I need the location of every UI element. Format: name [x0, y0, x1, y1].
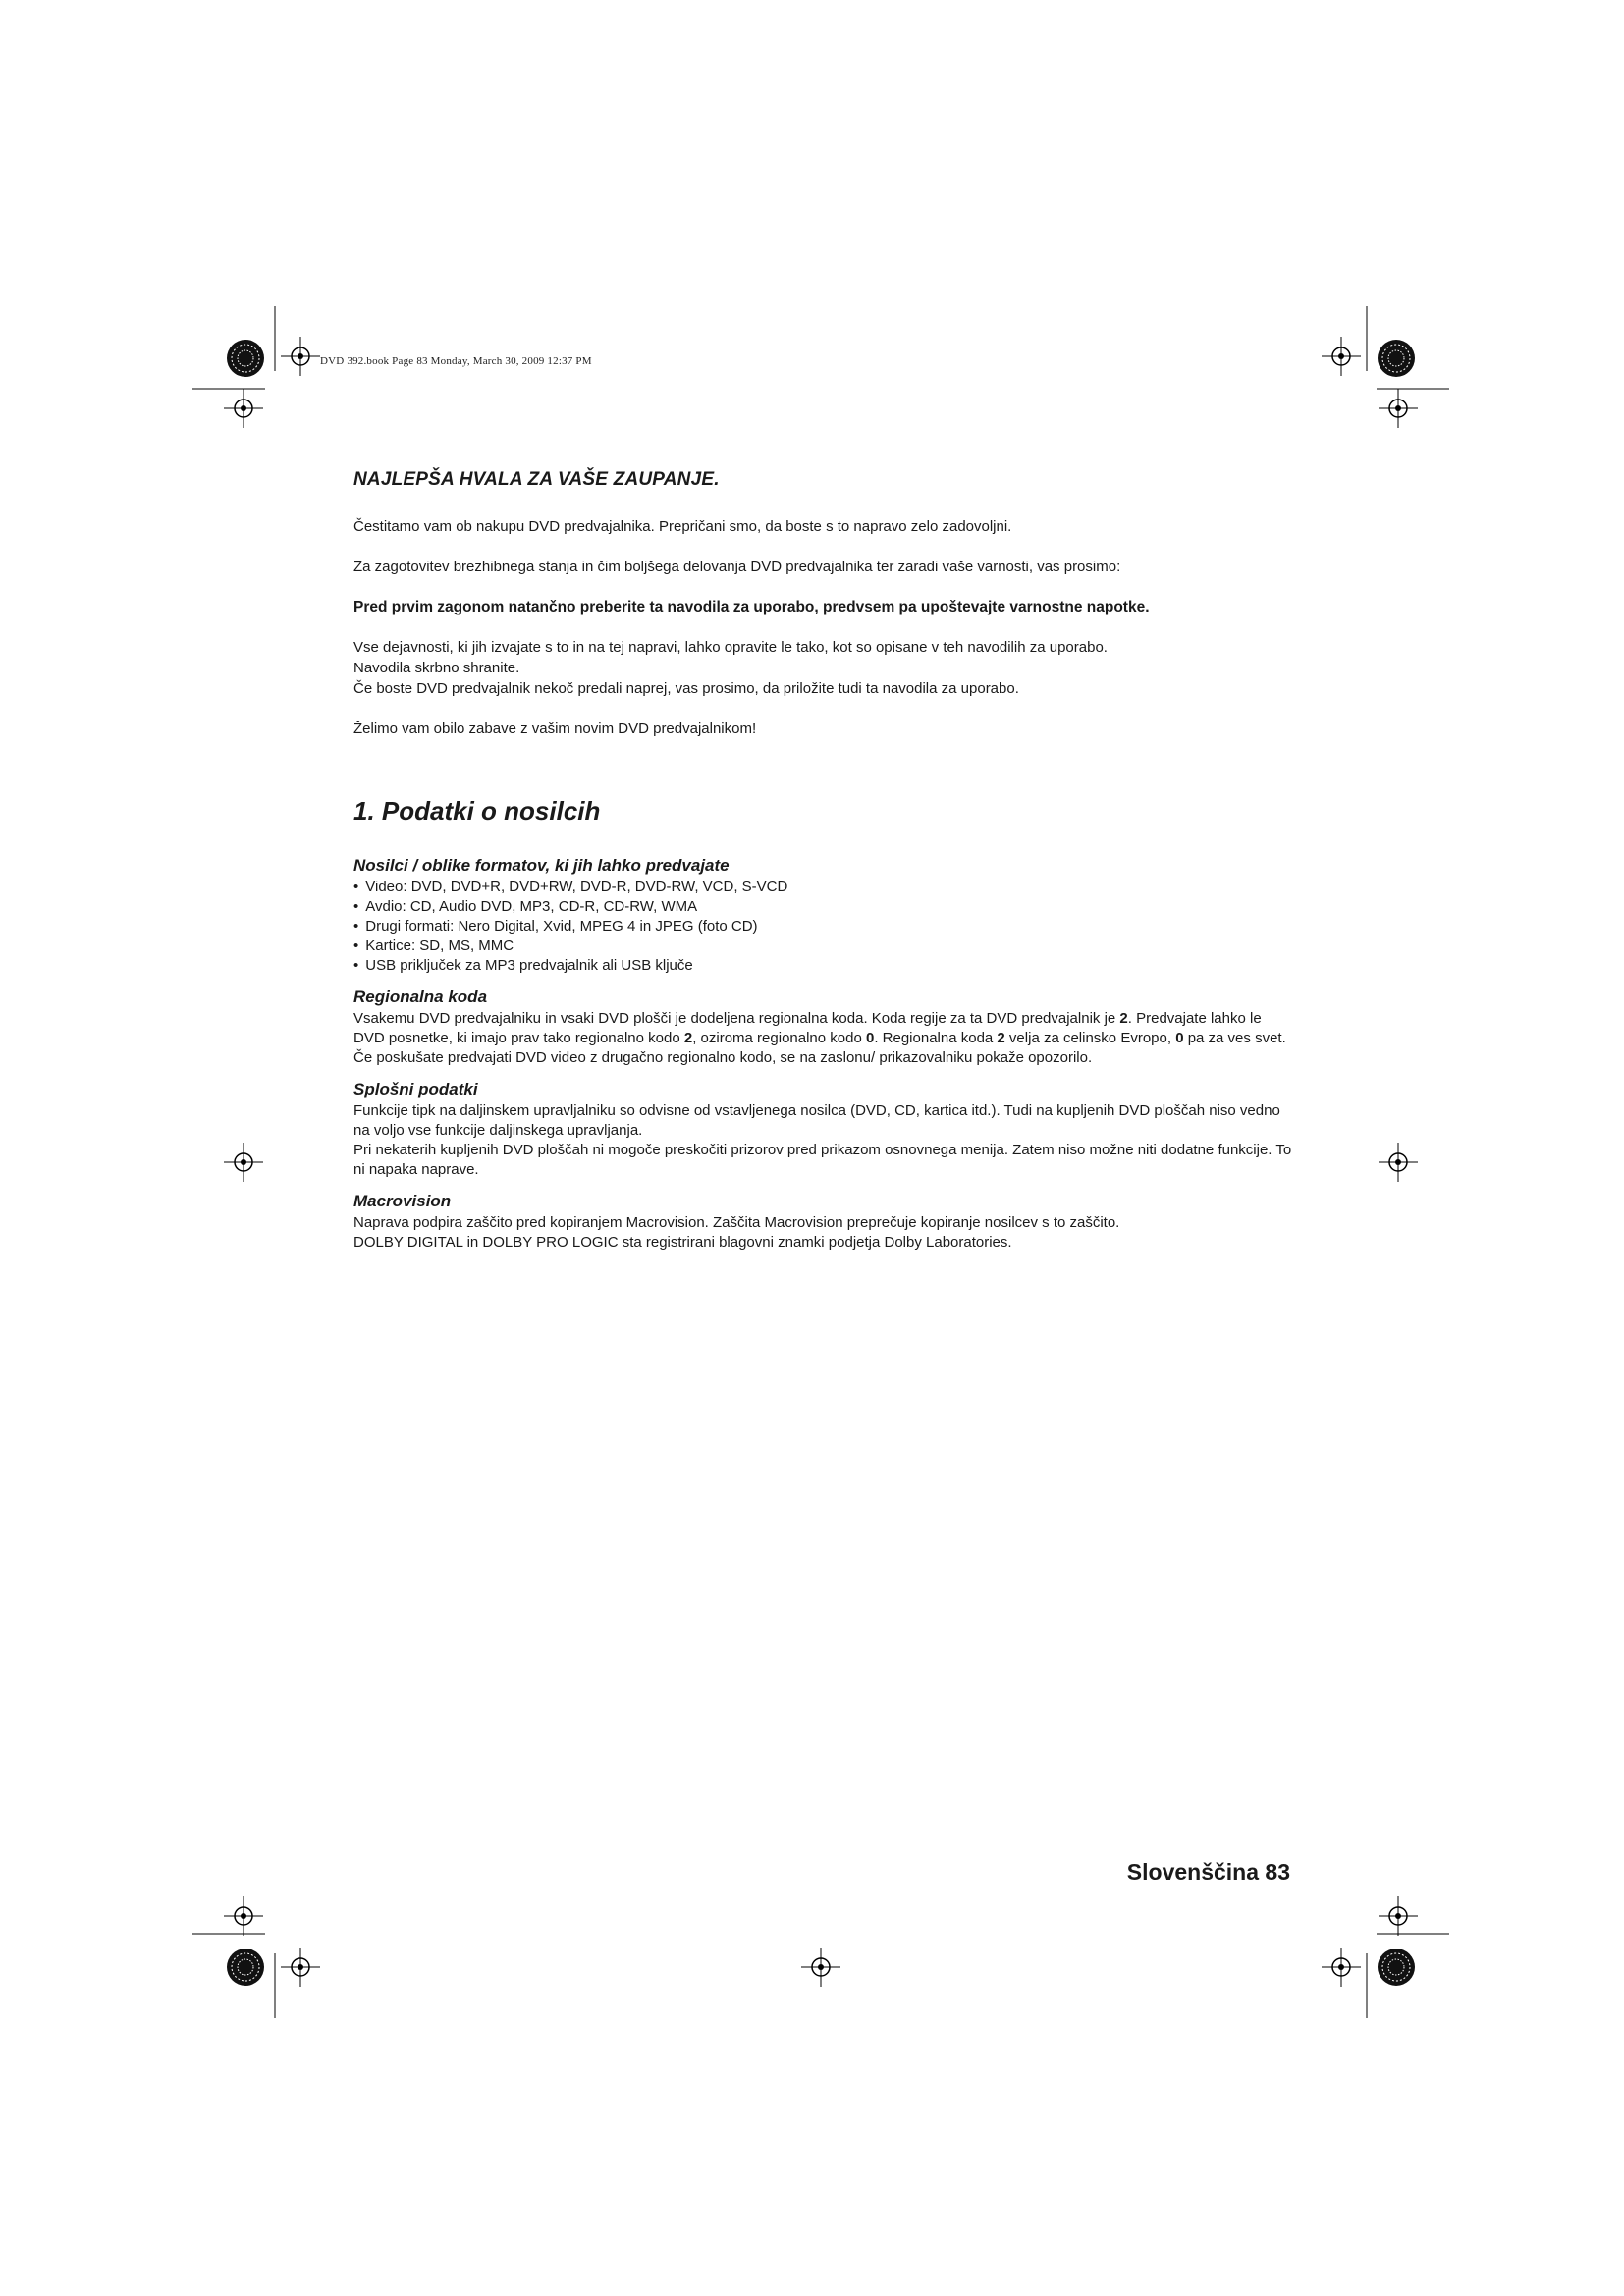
dolby-paragraph: DOLBY DIGITAL in DOLBY PRO LOGIC sta registrirani blagovni znamki podjetja Dolby Laboratories. [353, 1234, 1012, 1251]
page-content [353, 469, 1296, 1264]
list-item: • Drugi formati: Nero Digital, Xvid, MPEG 4 in JPEG (foto CD) [353, 917, 1296, 936]
print-slug: DVD 392.book Page 83 Monday, March 30, 2009 12:37 PM [320, 355, 592, 367]
intro-paragraph: Če boste DVD predvajalnik nekoč predali naprej, vas prosimo, da priložite tudi ta navodila za uporabo. [353, 680, 1019, 697]
region-section [353, 988, 1296, 1068]
macrovision-section [353, 1192, 1296, 1253]
list-item: • Kartice: SD, MS, MMC [353, 936, 1296, 956]
general-section [353, 1080, 1296, 1180]
macrovision-paragraph: Naprava podpira zaščito pred kopiranjem Macrovision. Zaščita Macrovision preprečuje kopiranje nosilcev s to zaščito. [353, 1214, 1120, 1231]
general-heading: Splošni podatki [353, 1080, 478, 1098]
intro-paragraph: Navodila skrbno shranite. [353, 660, 520, 676]
region-heading: Regionalna koda [353, 988, 488, 1006]
list-item: • Video: DVD, DVD+R, DVD+RW, DVD-R, DVD-RW, VCD, S-VCD [353, 878, 1296, 897]
intro-paragraph: Za zagotovitev brezhibnega stanja in čim boljšega delovanja DVD predvajalnika ter zaradi vaše varnosti, vas prosimo: [353, 559, 1121, 575]
general-paragraph: Funkcije tipk na daljinskem upravljalniku so odvisne od vstavljenega nosilca (DVD, CD, kartica itd.). Tudi na kupljenih DVD ploščah niso vedno na voljo vse funkcije daljinskega upravljanja. [353, 1102, 1280, 1139]
general-paragraph: Pri nekaterih kupljenih DVD ploščah ni mogoče preskočiti prizorov pred prikazom osnovnega menija. Zatem niso možne niti dodatne funkcije. To ni napaka naprave. [353, 1142, 1292, 1178]
macrovision-heading: Macrovision [353, 1192, 452, 1210]
intro-paragraph: Vse dejavnosti, ki jih izvajate s to in na tej napravi, lahko opravite le tako, kot so opisane v teh navodilih za uporabo. [353, 639, 1108, 656]
formats-heading: Nosilci / oblike formatov, ki jih lahko predvajate [353, 856, 730, 875]
formats-list [353, 878, 1296, 976]
intro-closing: Želimo vam obilo zabave z vašim novim DVD predvajalnikom! [353, 721, 757, 737]
list-item: • Avdio: CD, Audio DVD, MP3, CD-R, CD-RW, WMA [353, 897, 1296, 917]
list-item: • USB priključek za MP3 predvajalnik ali USB ključe [353, 956, 1296, 976]
page-footer: Slovenščina 83 [1126, 1859, 1290, 1885]
region-paragraph: Vsakemu DVD predvajalniku in vsaki DVD plošči je dodeljena regionalna koda. Koda regije za ta DVD predvajalnik je 2. Predvajate lahko le DVD posnetke, ki imajo prav tako regionalno kodo 2, oziroma regionalno kodo 0. Regionalna koda 2 velja za celinsko Evropo, 0 pa za ves svet. Če poskušate predvajati DVD video z drugačno regionalno kodo, se na zaslonu/ prikazovalniku pokaže opozorilo. [353, 1010, 1286, 1066]
intro-title: NAJLEPŠA HVALA ZA VAŠE ZAUPANJE. [353, 469, 720, 490]
intro-warning: Pred prvim zagonom natančno preberite ta navodila za uporabo, predvsem pa upoštevajte varnostne napotke. [353, 599, 1150, 615]
section-heading: 1. Podatki o nosilcih [353, 796, 601, 826]
intro-paragraph: Čestitamo vam ob nakupu DVD predvajalnika. Prepričani smo, da boste s to napravo zelo zadovoljni. [353, 518, 1012, 535]
